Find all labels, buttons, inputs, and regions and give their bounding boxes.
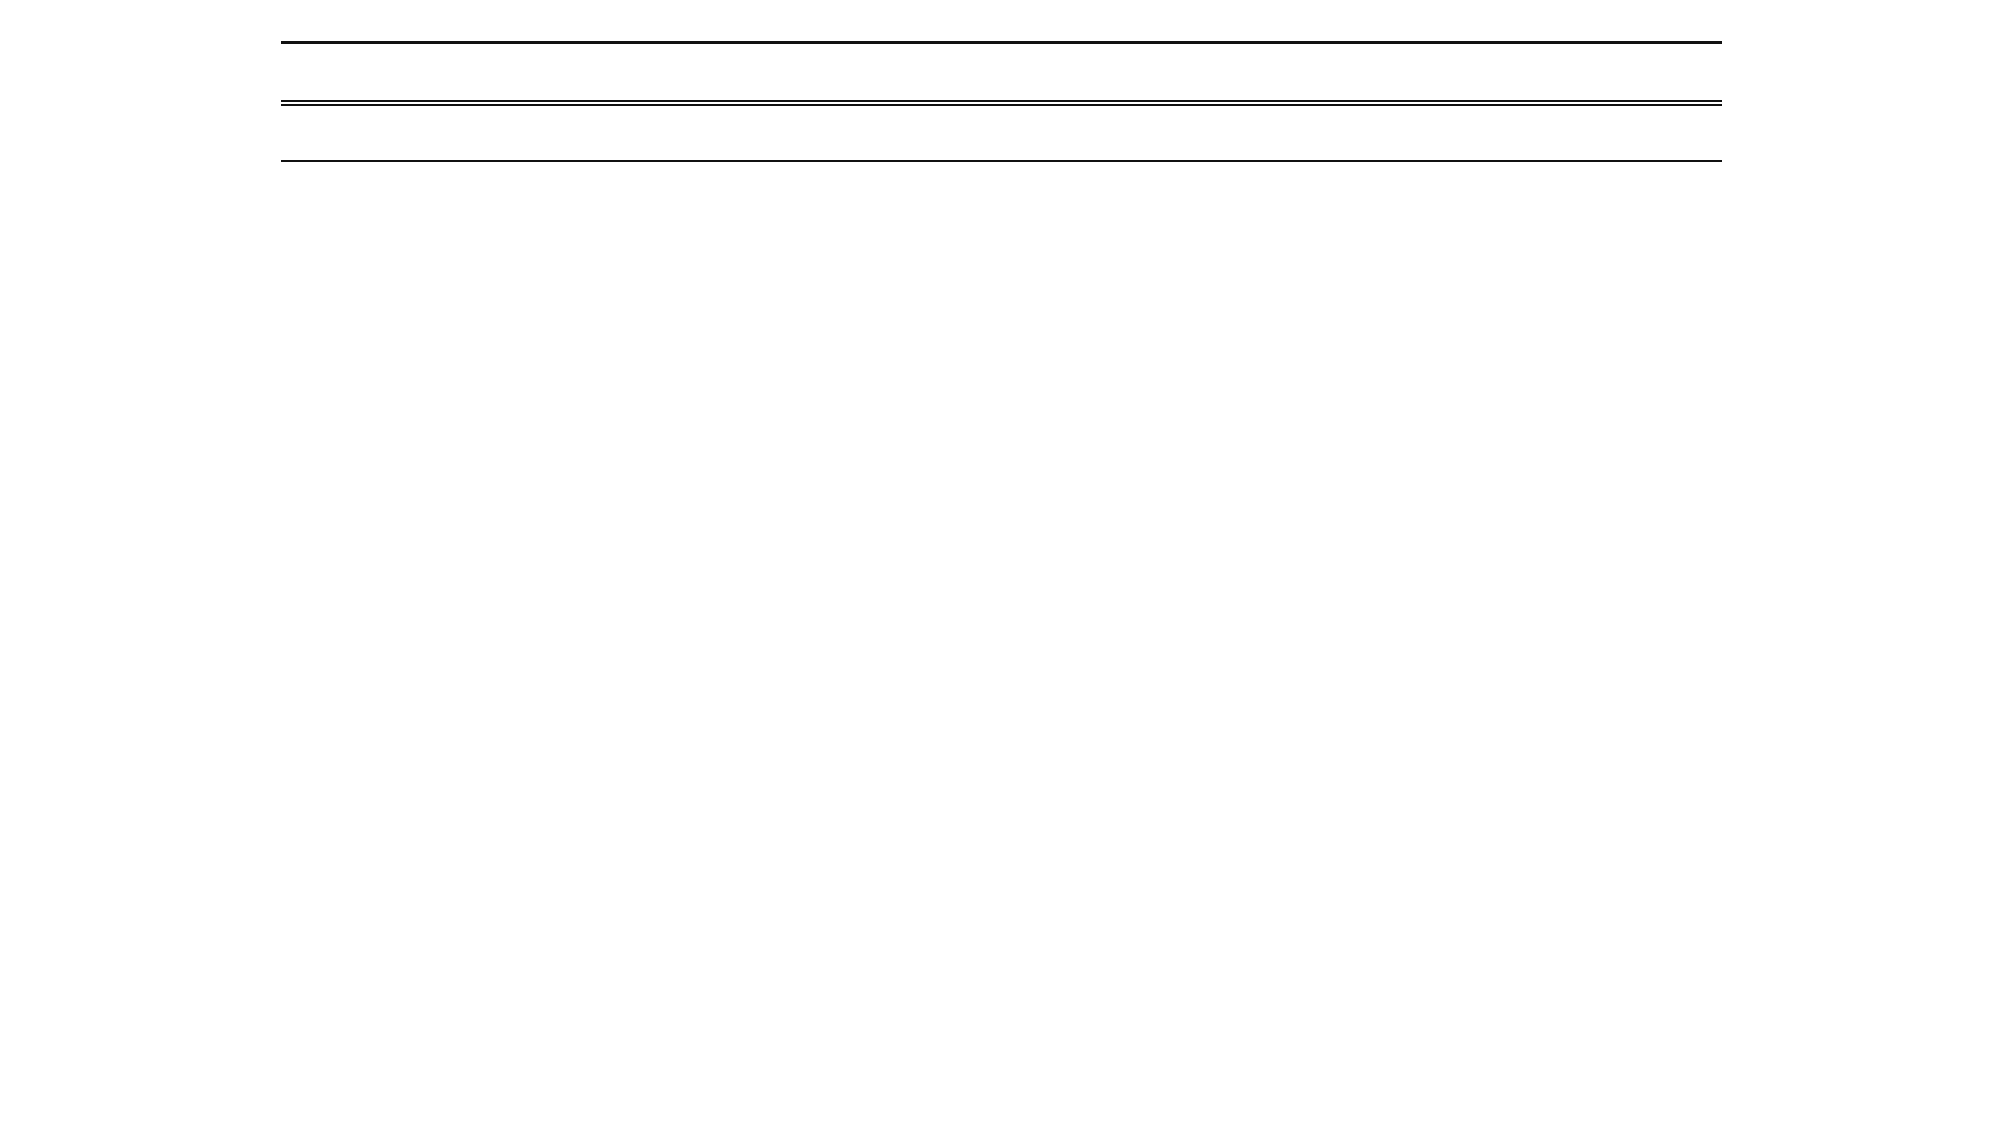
table-body xyxy=(281,103,1722,386)
score-sickr xyxy=(1461,279,1602,314)
score-sts16 xyxy=(1205,314,1333,352)
header-sts16 xyxy=(1205,43,1333,104)
score-sts16 xyxy=(1205,161,1333,210)
score-sts14 xyxy=(949,352,1077,387)
section-title-unsupervised xyxy=(281,103,1722,161)
header-sts15 xyxy=(1077,43,1205,104)
header-avg xyxy=(1602,43,1722,104)
score-avg xyxy=(1602,352,1722,387)
score-sts15 xyxy=(1077,352,1205,387)
table-row xyxy=(281,210,1722,245)
score-sts14 xyxy=(949,161,1077,210)
table-row xyxy=(281,352,1722,387)
score-stsb xyxy=(1333,161,1461,210)
score-sickr xyxy=(1461,245,1602,280)
table-row xyxy=(281,314,1722,352)
model-name-cell xyxy=(281,210,693,245)
score-stsb xyxy=(1333,245,1461,280)
score-sts12 xyxy=(693,279,821,314)
score-sts14 xyxy=(949,314,1077,352)
score-sts13 xyxy=(821,352,949,387)
score-sts13 xyxy=(821,245,949,280)
section-row-unsupervised xyxy=(281,103,1722,161)
score-sickr xyxy=(1461,161,1602,210)
header-stsb xyxy=(1333,43,1461,104)
score-stsb xyxy=(1333,279,1461,314)
score-sts12 xyxy=(693,245,821,280)
score-sickr xyxy=(1461,352,1602,387)
score-sts15 xyxy=(1077,245,1205,280)
score-sts14 xyxy=(949,210,1077,245)
score-sts13 xyxy=(821,210,949,245)
table-row xyxy=(281,245,1722,280)
results-table-container xyxy=(281,41,1722,386)
score-sts12 xyxy=(693,161,821,210)
table-row xyxy=(281,279,1722,314)
score-avg xyxy=(1602,314,1722,352)
score-sts15 xyxy=(1077,314,1205,352)
model-name-cell xyxy=(281,279,693,314)
score-sickr xyxy=(1461,314,1602,352)
score-sts16 xyxy=(1205,279,1333,314)
score-sts15 xyxy=(1077,279,1205,314)
score-sts12 xyxy=(693,210,821,245)
header-sts14 xyxy=(949,43,1077,104)
header-model xyxy=(281,43,693,104)
score-sts15 xyxy=(1077,210,1205,245)
score-avg xyxy=(1602,245,1722,280)
model-name-cell xyxy=(281,314,693,352)
score-sts13 xyxy=(821,279,949,314)
score-sts16 xyxy=(1205,210,1333,245)
score-stsb xyxy=(1333,210,1461,245)
score-stsb xyxy=(1333,352,1461,387)
header-sts12 xyxy=(693,43,821,104)
score-sts14 xyxy=(949,279,1077,314)
score-sts14 xyxy=(949,245,1077,280)
score-sts12 xyxy=(693,352,821,387)
header-sickr xyxy=(1461,43,1602,104)
header-sts13 xyxy=(821,43,949,104)
score-sts13 xyxy=(821,161,949,210)
model-name-cell xyxy=(281,245,693,280)
score-avg xyxy=(1602,161,1722,210)
score-sickr xyxy=(1461,210,1602,245)
score-avg xyxy=(1602,279,1722,314)
model-name-cell xyxy=(281,352,693,387)
score-stsb xyxy=(1333,314,1461,352)
results-table xyxy=(281,41,1722,386)
header-row xyxy=(281,43,1722,104)
score-sts16 xyxy=(1205,245,1333,280)
table-row xyxy=(281,161,1722,210)
score-sts12 xyxy=(693,314,821,352)
score-sts13 xyxy=(821,314,949,352)
score-avg xyxy=(1602,210,1722,245)
model-name-cell xyxy=(281,161,693,210)
score-sts16 xyxy=(1205,352,1333,387)
score-sts15 xyxy=(1077,161,1205,210)
